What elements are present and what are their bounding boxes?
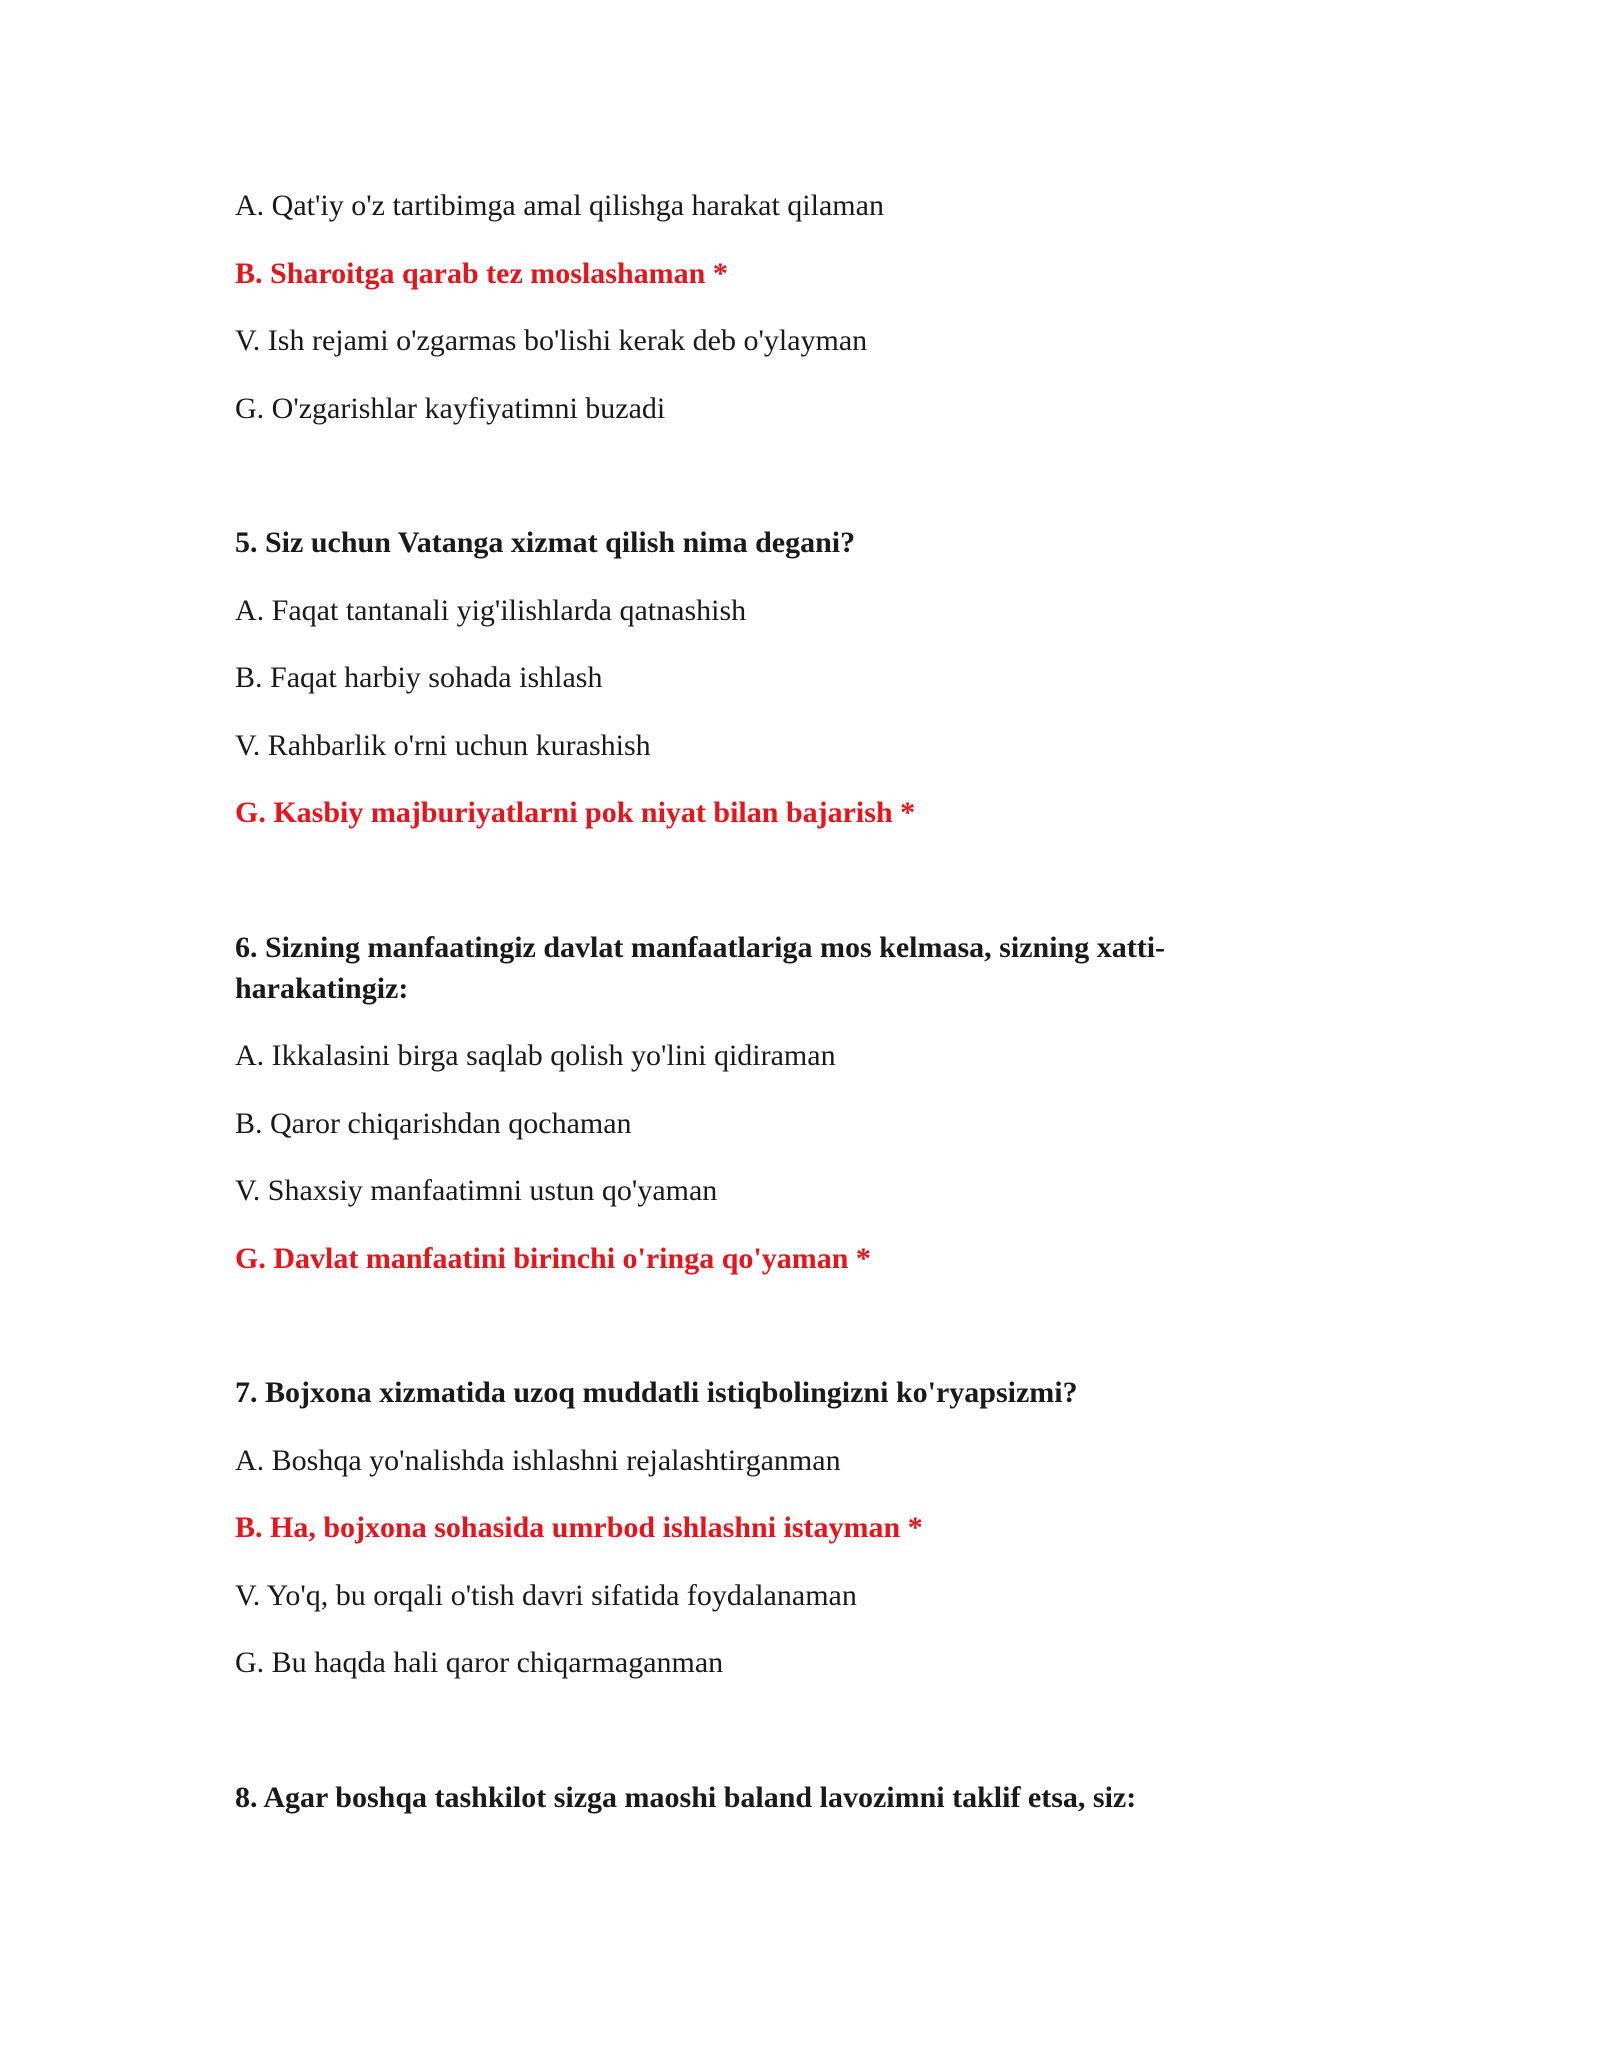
answer-option: A. Qat'iy o'z tartibimga amal qilishga harakat qilaman [235, 189, 884, 222]
block-spacer [235, 860, 1245, 927]
questionnaire-content [235, 185, 1245, 1844]
answer-option-correct: G. Davlat manfaatini birinchi o'ringa qo'yaman * [235, 1241, 871, 1275]
answer-option: B. Qaror chiqarishdan qochaman [235, 1106, 632, 1140]
question-block [235, 185, 1245, 429]
question-text: 5. Siz uchun Vatanga xizmat qilish nima degani? [235, 526, 856, 559]
question-text: 7. Bojxona xizmatida uzoq muddatli istiqbolingizni ko'ryapsizmi? [235, 1376, 1078, 1409]
answer-option-correct: B. Sharoitga qarab tez moslashaman * [235, 256, 728, 290]
answer-option: A. Ikkalasini birga saqlab qolish yo'lini qidiraman [235, 1039, 836, 1072]
question-block [235, 455, 1245, 833]
question-block [235, 1305, 1245, 1683]
answer-option: G. Bu haqda hali qaror chiqarmaganman [235, 1646, 724, 1679]
question-block [235, 1710, 1245, 1818]
answer-option-correct: B. Ha, bojxona sohasida umrbod ishlashni istayman * [235, 1511, 923, 1544]
block-spacer [235, 1305, 1245, 1372]
question-block [235, 860, 1245, 1279]
answer-option: B. Faqat harbiy sohada ishlash [235, 661, 603, 694]
answer-option: V. Rahbarlik o'rni uchun kurashish [235, 728, 651, 762]
block-spacer [235, 455, 1245, 522]
answer-option: V. Ish rejami o'zgarmas bo'lishi kerak deb o'ylayman [235, 324, 868, 357]
block-spacer [235, 1710, 1245, 1777]
answer-option: V. Yo'q, bu orqali o'tish davri sifatida foydalanaman [235, 1578, 857, 1612]
question-text: 6. Sizning manfaatingiz davlat manfaatlariga mos kelmasa, sizning xatti-harakatingiz: [235, 930, 1166, 1005]
answer-option: A. Faqat tantanali yig'ilishlarda qatnashish [235, 593, 747, 627]
answer-option-correct: G. Kasbiy majburiyatlarni pok niyat bilan bajarish * [235, 796, 916, 829]
answer-option: G. O'zgarishlar kayfiyatimni buzadi [235, 391, 666, 425]
answer-option: V. Shaxsiy manfaatimni ustun qo'yaman [235, 1174, 718, 1207]
question-text: 8. Agar boshqa tashkilot sizga maoshi baland lavozimni taklif etsa, siz: [235, 1780, 1137, 1814]
answer-option: A. Boshqa yo'nalishda ishlashni rejalashtirganman [235, 1443, 841, 1477]
